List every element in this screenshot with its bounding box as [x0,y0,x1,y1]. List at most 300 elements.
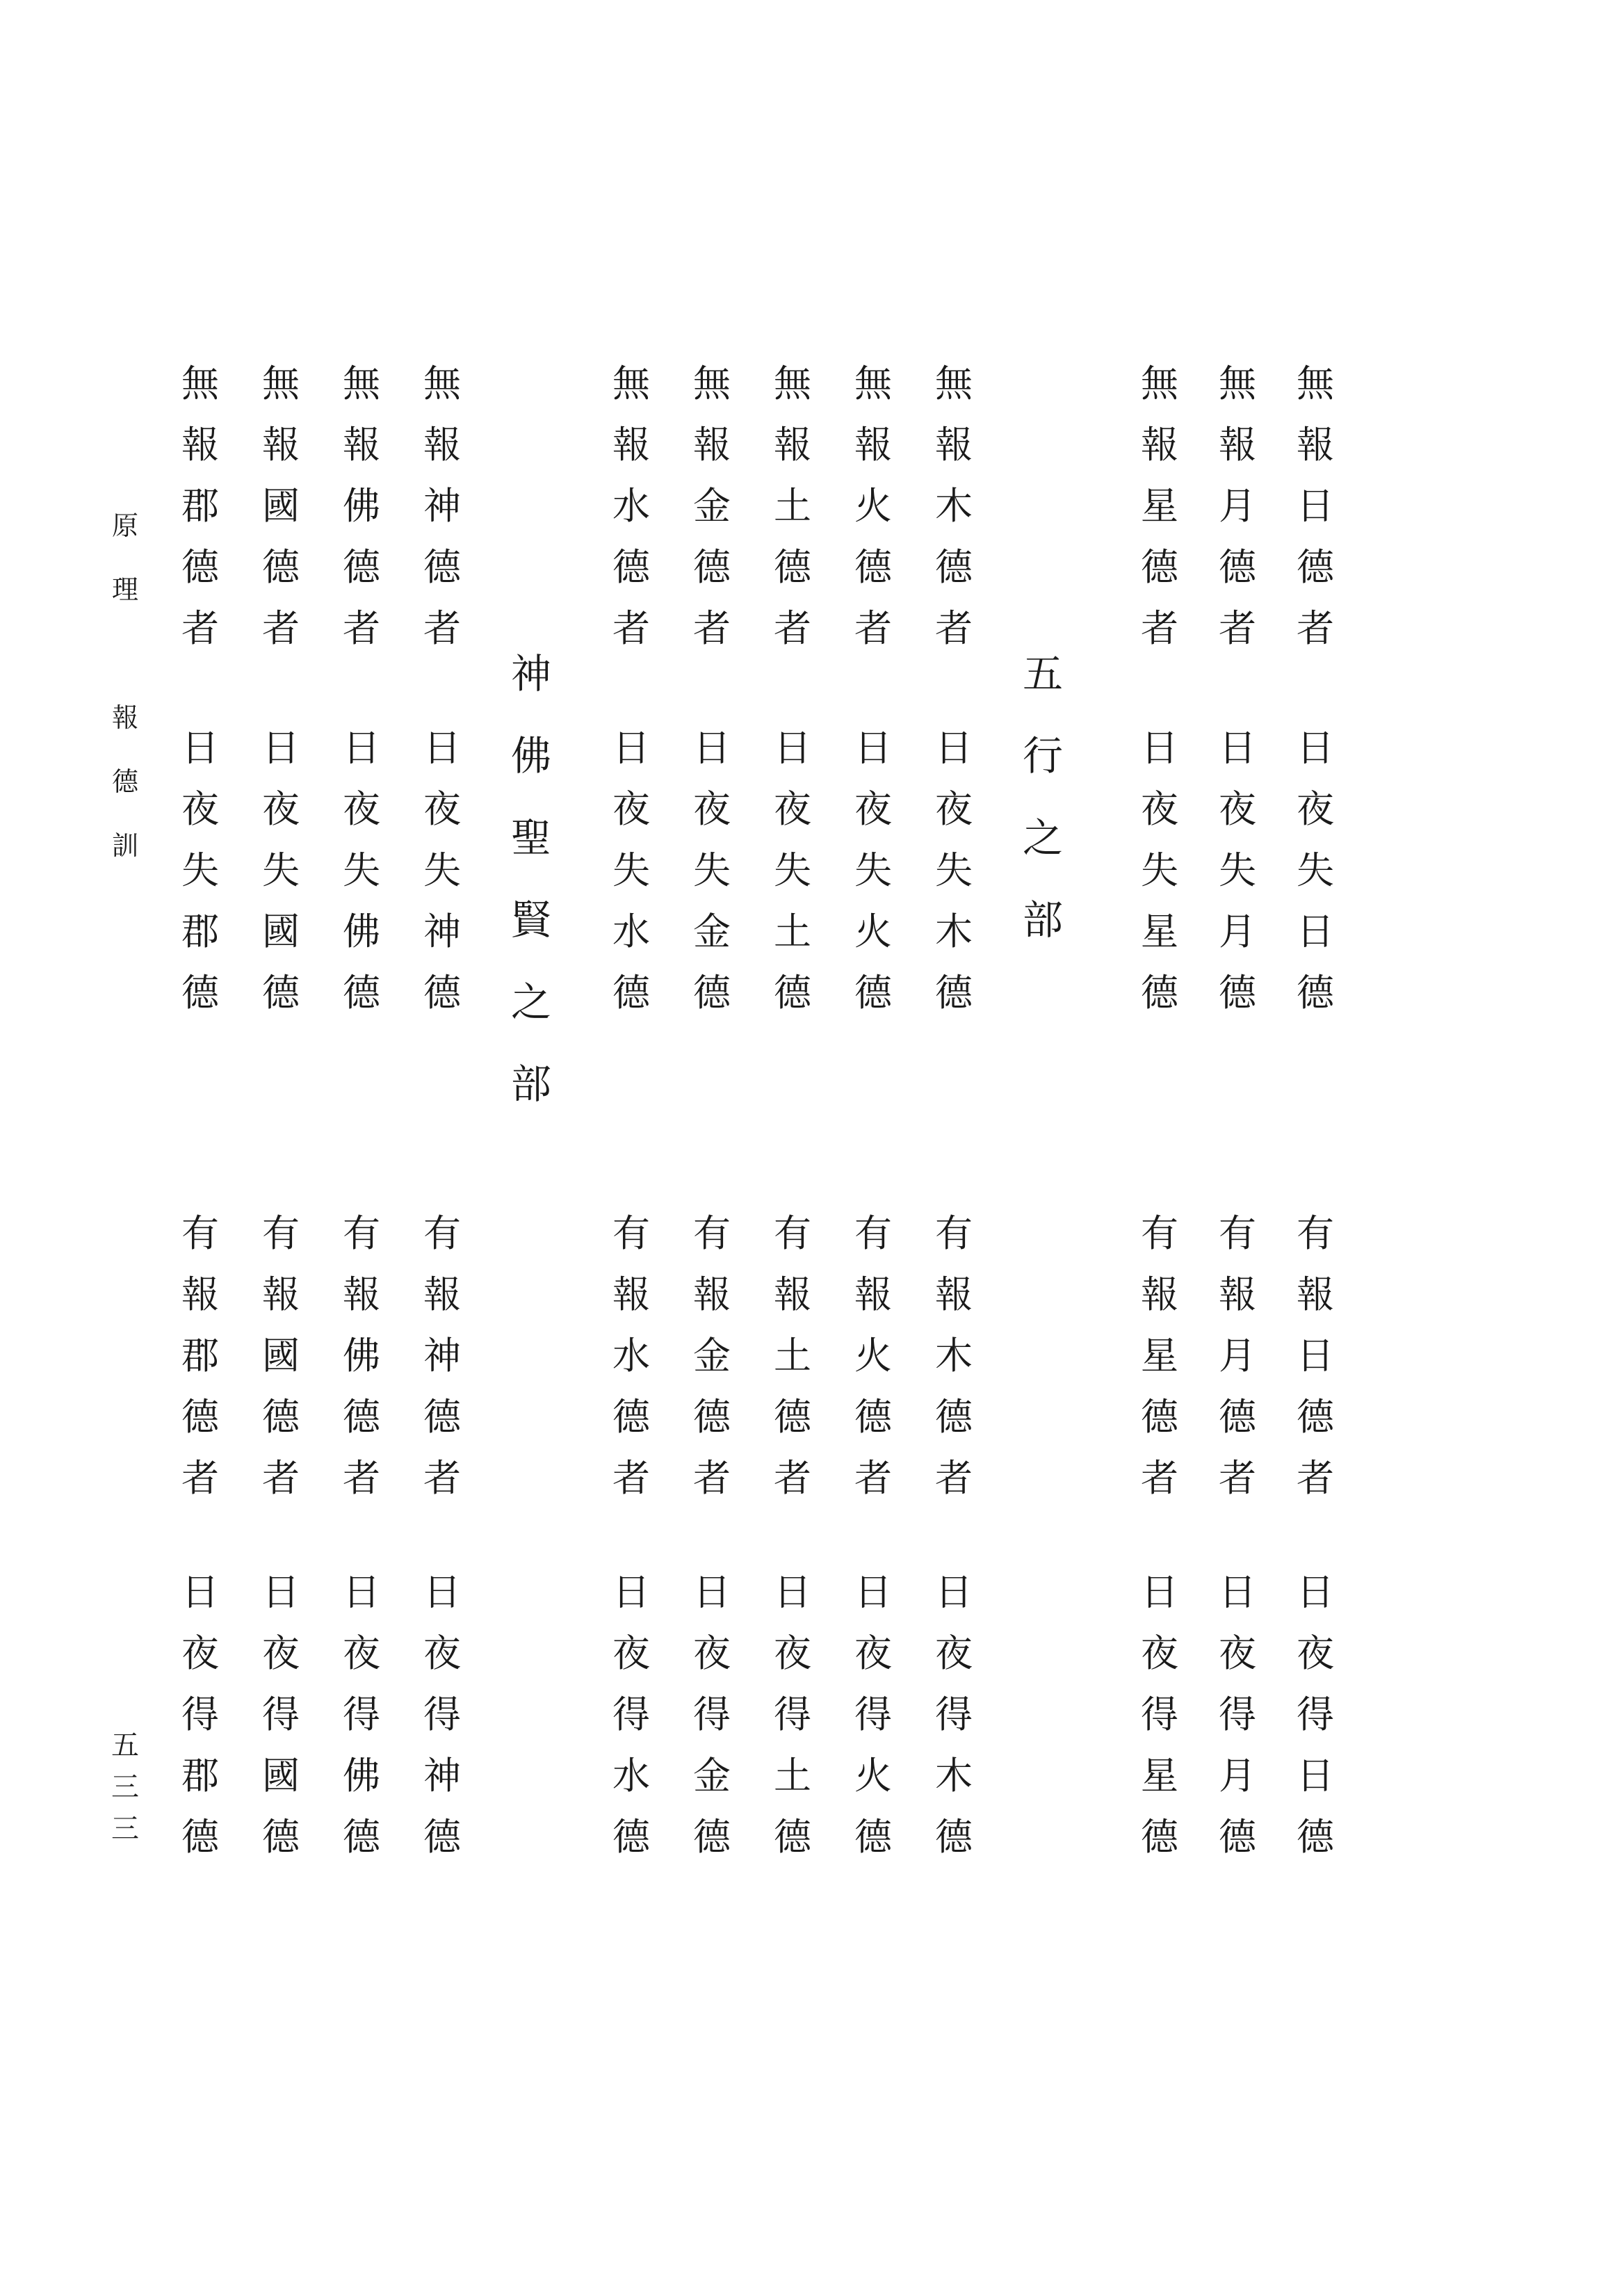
glyph: 得 [935,1693,973,1736]
glyph: 者 [181,1456,219,1500]
glyph: 報 [1141,1273,1178,1316]
glyph: 報 [343,423,380,467]
glyph: 無 [423,362,461,405]
glyph: 德 [1297,1815,1334,1859]
glyph: 夜 [774,787,811,831]
glyph: 夜 [612,1631,650,1675]
glyph: 者 [343,606,380,650]
glyph: 者 [693,606,731,650]
glyph: 日 [423,726,461,770]
glyph: 日 [1297,910,1334,953]
verse-column [172,1562,228,1868]
verse-column [334,1562,389,1868]
glyph: 德 [343,1395,380,1439]
glyph: 夜 [1141,1631,1178,1675]
glyph: 德 [1141,971,1178,1015]
glyph: 得 [1297,1693,1334,1736]
glyph: 有 [935,1211,973,1255]
glyph: 行 [1022,732,1063,780]
glyph: 三 [111,1771,139,1803]
verse-column [334,353,389,659]
glyph: 德 [343,1815,380,1859]
glyph: 德 [181,1395,219,1439]
glyph: 神 [423,484,461,528]
running-title [97,494,153,878]
glyph: 日 [854,726,892,770]
glyph: 金 [693,1334,731,1378]
glyph: 無 [1141,362,1178,405]
glyph: 者 [262,606,300,650]
glyph: 者 [854,1456,892,1500]
glyph: 日 [262,726,300,770]
glyph: 火 [854,910,892,953]
glyph: 木 [935,910,973,953]
glyph: 德 [181,971,219,1015]
section-heading [1015,633,1071,961]
glyph: 報 [693,1273,731,1316]
verse-column [765,1562,820,1868]
glyph: 報 [423,1273,461,1316]
glyph: 者 [612,606,650,650]
glyph: 者 [612,1456,650,1500]
glyph: 得 [1141,1693,1178,1736]
verse-column [926,1562,982,1868]
verse-column [765,353,820,659]
glyph: 之 [1022,814,1063,862]
glyph: 失 [854,848,892,892]
glyph: 德 [262,1395,300,1439]
glyph: 星 [1141,910,1178,953]
glyph: 日 [1297,1570,1334,1614]
glyph: 訓 [111,830,138,861]
glyph: 德 [693,971,731,1015]
glyph: 德 [774,1395,811,1439]
glyph: 土 [774,484,811,528]
glyph: 德 [262,1815,300,1859]
verse-column [926,718,982,1024]
verse-column [765,718,820,1024]
glyph: 德 [854,971,892,1015]
glyph: 德 [774,545,811,589]
glyph: 有 [612,1211,650,1255]
glyph: 之 [510,978,551,1026]
glyph: 無 [774,362,811,405]
glyph: 日 [1297,484,1334,528]
verse-column [1132,718,1187,1024]
spacer [121,622,129,686]
glyph: 報 [774,423,811,467]
glyph: 德 [262,971,300,1015]
glyph: 報 [262,1273,300,1316]
glyph: 佛 [343,1334,380,1378]
glyph: 者 [774,606,811,650]
verse-column [172,1203,228,1509]
verse-column [603,1203,659,1509]
glyph: 者 [1219,1456,1256,1500]
glyph: 火 [854,484,892,528]
glyph: 失 [1141,848,1178,892]
verse-column [603,353,659,659]
glyph: 失 [423,848,461,892]
verse-column [603,1562,659,1868]
glyph: 木 [935,484,973,528]
glyph: 日 [935,1570,973,1614]
verse-column [253,353,309,659]
glyph: 有 [1219,1211,1256,1255]
glyph: 無 [1219,362,1256,405]
page-number [97,1725,153,1850]
verse-column [414,1203,470,1509]
glyph: 日 [935,726,973,770]
section-heading [503,633,559,1125]
glyph: 德 [1219,545,1256,589]
glyph: 日 [1297,1754,1334,1798]
glyph: 夜 [935,1631,973,1675]
glyph: 土 [774,1334,811,1378]
glyph: 報 [181,1273,219,1316]
glyph: 德 [1141,1815,1178,1859]
glyph: 德 [262,545,300,589]
verse-column [1288,1203,1343,1509]
glyph: 報 [612,423,650,467]
glyph: 德 [423,971,461,1015]
glyph: 夜 [854,787,892,831]
verse-column [845,353,901,659]
glyph: 德 [612,1395,650,1439]
glyph: 德 [181,1815,219,1859]
glyph: 得 [343,1693,380,1736]
glyph: 日 [1297,726,1334,770]
glyph: 聖 [510,814,551,862]
glyph: 報 [612,1273,650,1316]
glyph: 得 [774,1693,811,1736]
verse-column [1132,1203,1187,1509]
glyph: 德 [1297,1395,1334,1439]
glyph: 者 [854,606,892,650]
glyph: 夜 [423,1631,461,1675]
glyph: 日 [774,726,811,770]
glyph: 得 [1219,1693,1256,1736]
glyph: 德 [1141,545,1178,589]
verse-column [334,718,389,1024]
glyph: 夜 [262,1631,300,1675]
verse-column [414,353,470,659]
glyph: 木 [935,1334,973,1378]
verse-column [926,353,982,659]
glyph: 部 [1022,896,1063,944]
glyph: 夜 [854,1631,892,1675]
glyph: 者 [181,606,219,650]
glyph: 得 [612,1693,650,1736]
glyph: 無 [181,362,219,405]
glyph: 日 [1141,1570,1178,1614]
glyph: 有 [343,1211,380,1255]
verse-column [253,1203,309,1509]
glyph: 有 [854,1211,892,1255]
verse-column [1210,353,1265,659]
glyph: 無 [693,362,731,405]
verse-column [845,1203,901,1509]
glyph: 神 [510,650,551,697]
glyph: 者 [693,1456,731,1500]
glyph: 德 [935,1395,973,1439]
glyph: 失 [1219,848,1256,892]
glyph: 無 [935,362,973,405]
glyph: 金 [693,910,731,953]
verse-column [1132,1562,1187,1868]
glyph: 者 [935,606,973,650]
verse-column [1210,718,1265,1024]
glyph: 報 [1219,423,1256,467]
glyph: 者 [1297,606,1334,650]
glyph: 金 [693,484,731,528]
glyph: 報 [693,423,731,467]
glyph: 原 [111,510,138,541]
glyph: 金 [693,1754,731,1798]
glyph: 者 [1297,1456,1334,1500]
glyph: 失 [935,848,973,892]
glyph: 日 [423,1570,461,1614]
verse-column [172,718,228,1024]
glyph: 者 [262,1456,300,1500]
glyph: 國 [262,484,300,528]
glyph: 理 [111,574,138,605]
glyph: 者 [343,1456,380,1500]
glyph: 德 [774,1815,811,1859]
glyph: 夜 [343,787,380,831]
glyph: 有 [774,1211,811,1255]
glyph: 夜 [181,787,219,831]
verse-column [334,1203,389,1509]
glyph: 神 [423,910,461,953]
verse-column [1210,1562,1265,1868]
glyph: 日 [693,726,731,770]
glyph: 有 [1141,1211,1178,1255]
glyph: 得 [181,1693,219,1736]
glyph: 水 [612,1754,650,1798]
verse-column [926,1203,982,1509]
glyph: 日 [181,726,219,770]
glyph: 佛 [343,1754,380,1798]
glyph: 夜 [693,1631,731,1675]
glyph: 夜 [1297,787,1334,831]
glyph: 德 [774,971,811,1015]
glyph: 月 [1219,484,1256,528]
glyph: 土 [774,1754,811,1798]
glyph: 夜 [693,787,731,831]
glyph: 失 [1297,848,1334,892]
glyph: 德 [612,1815,650,1859]
glyph: 報 [935,423,973,467]
glyph: 德 [343,545,380,589]
glyph: 夜 [1141,787,1178,831]
glyph: 日 [774,1570,811,1614]
glyph: 失 [343,848,380,892]
glyph: 郡 [181,910,219,953]
glyph: 失 [774,848,811,892]
glyph: 月 [1219,910,1256,953]
glyph: 水 [612,484,650,528]
verse-column [414,1562,470,1868]
glyph: 夜 [1297,1631,1334,1675]
glyph: 德 [423,1395,461,1439]
glyph: 報 [423,423,461,467]
verse-column [1132,353,1187,659]
glyph: 德 [935,1815,973,1859]
glyph: 佛 [343,910,380,953]
verse-column [1288,1562,1343,1868]
verse-column [253,1562,309,1868]
glyph: 無 [854,362,892,405]
glyph: 德 [423,1815,461,1859]
glyph: 德 [612,545,650,589]
glyph: 報 [111,702,138,733]
glyph: 報 [343,1273,380,1316]
verse-column [845,718,901,1024]
glyph: 有 [1297,1211,1334,1255]
glyph: 報 [262,423,300,467]
verse-column [684,718,740,1024]
glyph: 德 [1219,971,1256,1015]
glyph: 有 [423,1211,461,1255]
glyph: 報 [935,1273,973,1316]
glyph: 星 [1141,484,1178,528]
glyph: 五 [111,1729,139,1761]
glyph: 有 [181,1211,219,1255]
glyph: 德 [854,1395,892,1439]
glyph: 德 [693,1395,731,1439]
glyph: 日 [181,1570,219,1614]
glyph: 火 [854,1334,892,1378]
glyph: 者 [1141,1456,1178,1500]
glyph: 夜 [774,1631,811,1675]
glyph: 德 [181,545,219,589]
verse-column [845,1562,901,1868]
glyph: 三 [111,1813,139,1845]
glyph: 德 [854,545,892,589]
glyph: 夜 [1219,787,1256,831]
glyph: 火 [854,1754,892,1798]
glyph: 有 [262,1211,300,1255]
glyph: 德 [612,971,650,1015]
glyph: 者 [774,1456,811,1500]
glyph: 德 [343,971,380,1015]
glyph: 星 [1141,1754,1178,1798]
glyph: 佛 [510,732,551,780]
glyph: 報 [1297,1273,1334,1316]
glyph: 報 [1219,1273,1256,1316]
glyph: 者 [1141,606,1178,650]
verse-column [684,353,740,659]
glyph: 日 [1219,726,1256,770]
glyph: 神 [423,1334,461,1378]
glyph: 日 [854,1570,892,1614]
glyph: 者 [935,1456,973,1500]
glyph: 夜 [612,787,650,831]
glyph: 日 [1141,726,1178,770]
glyph: 德 [854,1815,892,1859]
glyph: 得 [854,1693,892,1736]
glyph: 失 [693,848,731,892]
glyph: 報 [854,1273,892,1316]
glyph: 德 [693,545,731,589]
glyph: 五 [1022,650,1063,697]
glyph: 無 [612,362,650,405]
verse-column [1288,353,1343,659]
verse-column [1210,1203,1265,1509]
glyph: 德 [423,545,461,589]
verse-column [414,718,470,1024]
glyph: 神 [423,1754,461,1798]
glyph: 德 [1141,1395,1178,1439]
glyph: 報 [854,423,892,467]
glyph: 德 [693,1815,731,1859]
glyph: 水 [612,1334,650,1378]
glyph: 夜 [423,787,461,831]
glyph: 國 [262,910,300,953]
glyph: 失 [262,848,300,892]
glyph: 土 [774,910,811,953]
glyph: 報 [774,1273,811,1316]
glyph: 者 [423,606,461,650]
glyph: 日 [343,726,380,770]
glyph: 無 [343,362,380,405]
glyph: 德 [1297,971,1334,1015]
glyph: 日 [262,1570,300,1614]
glyph: 國 [262,1754,300,1798]
glyph: 日 [612,1570,650,1614]
glyph: 日 [693,1570,731,1614]
glyph: 夜 [262,787,300,831]
glyph: 月 [1219,1334,1256,1378]
glyph: 得 [693,1693,731,1736]
glyph: 者 [1219,606,1256,650]
glyph: 賢 [510,896,551,944]
glyph: 無 [1297,362,1334,405]
glyph: 報 [181,423,219,467]
glyph: 水 [612,910,650,953]
glyph: 失 [612,848,650,892]
glyph: 報 [1141,423,1178,467]
glyph: 得 [262,1693,300,1736]
glyph: 國 [262,1334,300,1378]
glyph: 佛 [343,484,380,528]
glyph: 部 [510,1060,551,1108]
glyph: 星 [1141,1334,1178,1378]
glyph: 郡 [181,1754,219,1798]
glyph: 月 [1219,1754,1256,1798]
glyph: 夜 [935,787,973,831]
verse-column [765,1203,820,1509]
glyph: 夜 [343,1631,380,1675]
verse-column [684,1203,740,1509]
glyph: 報 [1297,423,1334,467]
glyph: 日 [1219,1570,1256,1614]
glyph: 德 [1297,545,1334,589]
glyph: 德 [935,971,973,1015]
verse-column [684,1562,740,1868]
glyph: 夜 [1219,1631,1256,1675]
verse-column [253,718,309,1024]
verse-column [603,718,659,1024]
glyph: 失 [181,848,219,892]
glyph: 郡 [181,1334,219,1378]
glyph: 郡 [181,484,219,528]
glyph: 日 [1297,1334,1334,1378]
glyph: 無 [262,362,300,405]
glyph: 夜 [181,1631,219,1675]
glyph: 木 [935,1754,973,1798]
